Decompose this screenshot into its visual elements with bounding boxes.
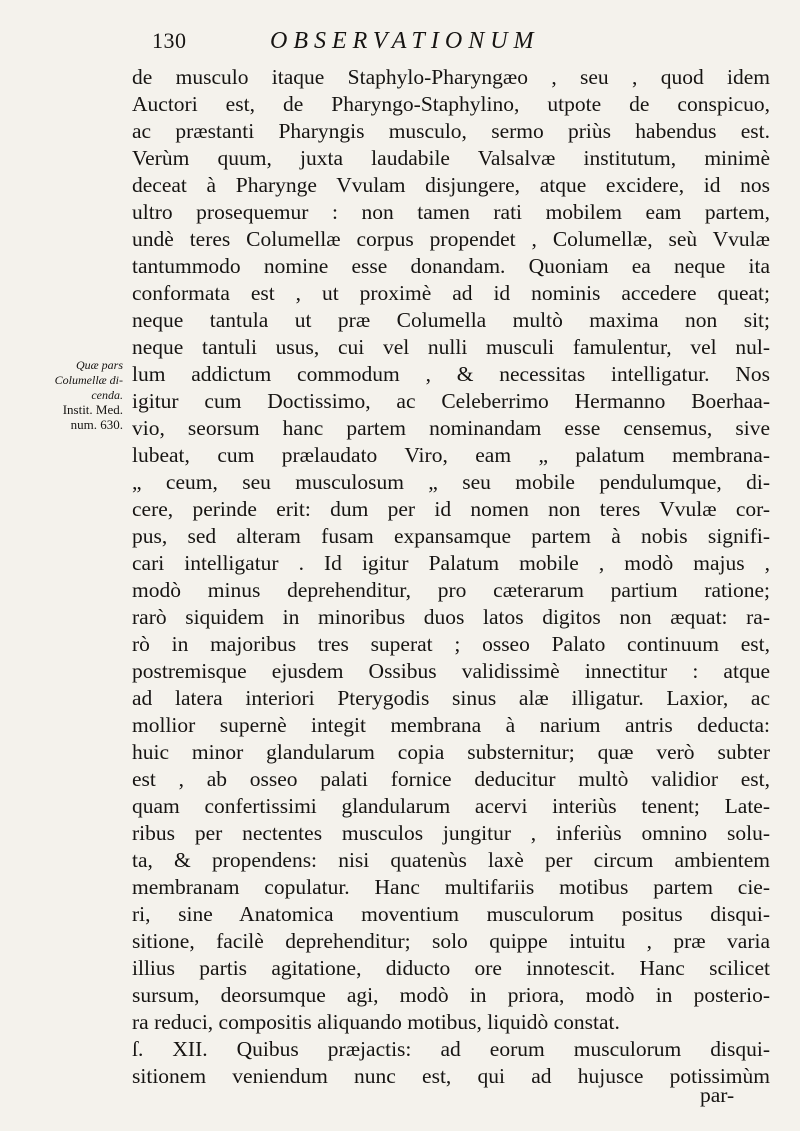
margin-note-columella [8,358,123,403]
text-line: Verùm quum, juxta laudabile Valsalvæ institutum, minimè [132,146,770,170]
text-line: cari intelligatur . Id igitur Palatum mobile , modò majus , [132,551,770,575]
margin-note-line: Quæ pars [75,358,123,372]
text-line: ta, & propendens: nisi quatenùs laxè per circum ambientem [132,848,770,872]
running-head: OBSERVATIONUM [270,28,540,54]
text-line: conformata est , ut proximè ad id nominis accedere queat; [132,281,770,305]
margin-note-reference [8,402,123,432]
text-line: sursum, deorsumque agi, modò in priora, modò in posterio- [132,983,770,1007]
catchword: par- [700,1083,735,1107]
text-line: vio, seorsum hanc partem nominandam esse censemus, sive [132,416,770,440]
text-line: quam confertissimi glandularum acervi interiùs tenent; Late- [132,794,770,818]
section-heading-line: ſ. XII. Quibus præjactis: ad eorum musculorum disqui- [132,1037,770,1061]
text-line: modò minus deprehenditur, pro cæterarum partium ratione; [132,578,770,602]
page-number: 130 [152,28,187,53]
text-line: sitione, facilè deprehenditur; solo quippe intuitu , præ varia [132,929,770,953]
text-line: mollior supernè integit membrana à narium antris deducta: [132,713,770,737]
text-line: lum addictum commodum , & necessitas intelligatur. Nos [132,362,770,386]
text-line: ri, sine Anatomica moventium musculorum positus disqui- [132,902,770,926]
margin-note-line: Columellæ di- [54,373,123,387]
margin-note-line: cenda. [91,388,123,402]
text-line: membranam copulatur. Hanc multifariis motibus partem cie- [132,875,770,899]
margin-note-line: num. 630. [70,417,123,432]
text-line: rò in majoribus tres superat ; osseo Palato continuum est, [132,632,770,656]
text-line: undè teres Columellæ corpus propendet , Columellæ, seù Vvulæ [132,227,770,251]
text-line: ad latera interiori Pterygodis sinus alæ illigatur. Laxior, ac [132,686,770,710]
text-line: neque tantula ut præ Columella multò maxima non sit; [132,308,770,332]
text-line: „ ceum, seu musculosum „ seu mobile pendulumque, di- [132,470,770,494]
text-line: cere, perinde erit: dum per id nomen non teres Vvulæ cor- [132,497,770,521]
text-line: ultro prosequemur : non tamen rati mobilem eam partem, [132,200,770,224]
body-text [132,64,770,1090]
text-line: est , ab osseo palati fornice deducitur multò validior est, [132,767,770,791]
text-line: sitionem veniendum nunc est, qui ad hujusce potissimùm [132,1064,770,1088]
text-line: ra reduci, compositis aliquando motibus, liquidò constat. [132,1010,620,1034]
text-line: ac præstanti Pharyngis musculo, sermo priùs habendus est. [132,119,770,143]
text-line: huic minor glandularum copia substernitur; quæ verò subter [132,740,770,764]
text-line: neque tantuli usus, cui vel nulli musculi famulentur, vel nul- [132,335,770,359]
text-line: igitur cum Doctissimo, ac Celeberrimo Hermanno Boerhaa- [132,389,770,413]
text-line: Auctori est, de Pharyngo-Staphylino, utpote de conspicuo, [132,92,770,116]
text-line: ribus per nectentes musculos jungitur , inferiùs omnino solu- [132,821,770,845]
text-line: de musculo itaque Staphylo-Pharyngæo , seu , quod idem [132,65,770,89]
margin-note-line: Instit. Med. [62,402,123,417]
text-line: illius partis agitatione, diducto ore innotescit. Hanc scilicet [132,956,770,980]
text-line: postremisque ejusdem Ossibus validissimè innectitur : atque [132,659,770,683]
text-line: lubeat, cum prælaudato Viro, eam „ palatum membrana- [132,443,770,467]
text-line: pus, sed alteram fusam expansamque partem à nobis signifi- [132,524,770,548]
text-line: deceat à Pharynge Vvulam disjungere, atque excidere, id nos [132,173,770,197]
text-line: rarò siquidem in minoribus duos latos digitos non æquat: ra- [132,605,770,629]
text-line: tantummodo nomine esse donandam. Quoniam ea neque ita [132,254,770,278]
